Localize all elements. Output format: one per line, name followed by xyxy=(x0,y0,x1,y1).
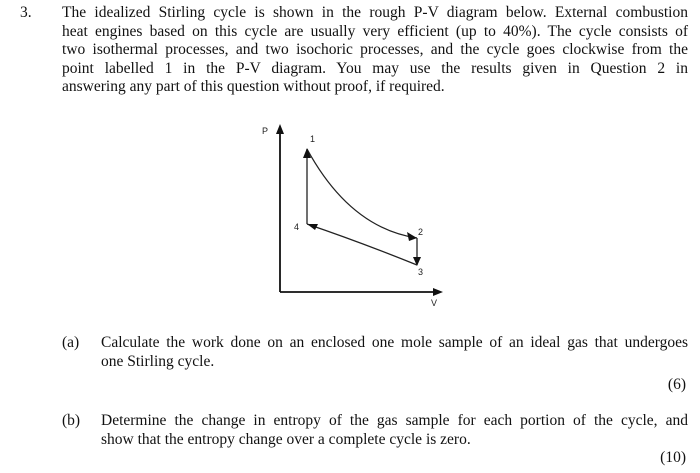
part-a-line: one Stirling cycle. xyxy=(101,352,215,370)
point-label-4: 4 xyxy=(294,222,300,232)
isotherm-1-2 xyxy=(307,149,417,238)
part-b-line: Determine the change in entropy of the gas sample for each portion of the cycle, and xyxy=(101,412,688,429)
intro-line: The idealized Stirling cycle is shown in the rough P-V diagram below. External combustion xyxy=(62,4,688,21)
question-number: 3. xyxy=(20,4,32,21)
intro-line: two isothermal processes, and two isochoric processes, and the cycle goes clockwise from the xyxy=(62,41,688,59)
pv-diagram xyxy=(250,118,450,318)
point-label-2: 2 xyxy=(418,227,424,237)
point-label-1: 1 xyxy=(310,134,316,144)
question-intro xyxy=(62,4,688,97)
arrow-2-icon xyxy=(407,232,417,241)
part-b-label: (b) xyxy=(62,412,81,429)
part-b-text xyxy=(101,412,688,449)
arrow-4-icon xyxy=(307,224,318,230)
part-a-text xyxy=(101,334,688,371)
point-label-3: 3 xyxy=(418,267,424,277)
part-a-line: Calculate the work done on an enclosed one mole sample of an ideal gas that undergoes xyxy=(101,334,688,351)
part-a-marks: (6) xyxy=(667,376,686,393)
p-axis-label: P xyxy=(262,126,269,136)
part-a-label: (a) xyxy=(62,334,80,351)
part-b-marks: (10) xyxy=(660,449,686,466)
intro-line: point labelled 1 in the P-V diagram. You may use the results given in Question 2 in xyxy=(62,59,688,77)
intro-line: answering any part of this question without proof, if required. xyxy=(62,78,445,96)
p-axis-arrow-icon xyxy=(276,124,284,134)
v-axis-arrow-icon xyxy=(433,288,443,296)
intro-line: heat engines based on this cycle are usually very efficient (up to 40%). The cycle consists of xyxy=(62,22,688,40)
v-axis-label: V xyxy=(431,298,438,308)
part-b-line: show that the entropy change over a complete cycle is zero. xyxy=(101,430,471,448)
isotherm-3-4 xyxy=(307,224,417,265)
